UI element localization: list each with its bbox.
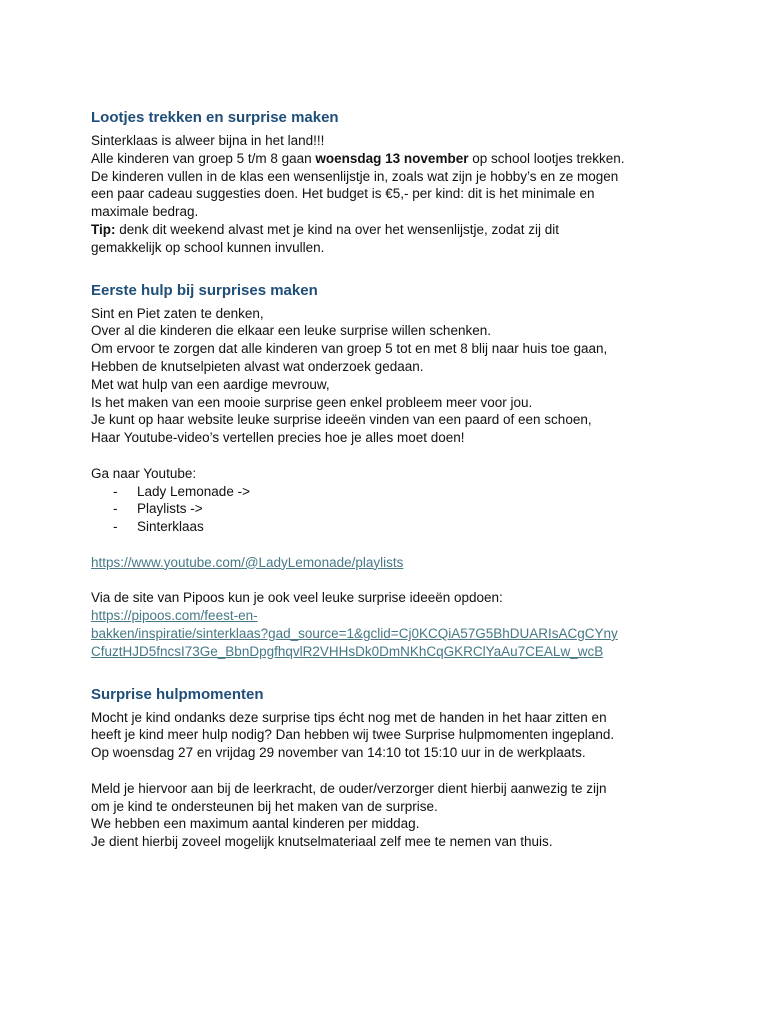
- line-text: Alle kinderen van groep 5 t/m 8 gaan: [91, 150, 316, 166]
- section-title-eerste-hulp: Eerste hulp bij surprises maken: [91, 281, 318, 299]
- poem-line: Hebben de knutselpieten alvast wat onderzoek gedaan.: [91, 358, 424, 374]
- paragraph-line: een paar cadeau suggesties doen. Het budget is €5,- per kind: dit is het minimale en: [91, 186, 595, 202]
- youtube-steps-list: [91, 483, 728, 536]
- poem-line: Is het maken van een mooie surprise geen enkel probleem meer voor jou.: [91, 394, 533, 410]
- pipoos-link-line[interactable]: CfuztHJD5fncsI73Ge_BbnDpgfhqvlR2VHHsDk0DmNKhCqGKRClYaAu7CEALw_wcB: [91, 643, 604, 659]
- paragraph-line: De kinderen vullen in de klas een wensenlijstje in, zoals wat zijn je hobby’s en ze mogen: [91, 168, 619, 184]
- paragraph-line: om je kind te ondersteunen bij het maken van de surprise.: [91, 798, 438, 814]
- list-item: [91, 483, 728, 501]
- paragraph-line: Meld je hiervoor aan bij de leerkracht, de ouder/verzorger dient hierbij aanwezig te zijn: [91, 780, 607, 796]
- pipoos-link-line[interactable]: bakken/inspiratie/sinterklaas?gad_source=1&gclid=Cj0KCQiA57G5BhDUARIsACgCYny: [91, 625, 618, 641]
- list-item: [91, 500, 728, 518]
- poem: [91, 305, 728, 447]
- blank-line: [91, 447, 728, 465]
- paragraph-line: Mocht je kind ondanks deze surprise tips écht nog met de handen in het haar zitten en: [91, 709, 607, 725]
- list-item-text: Sinterklaas: [137, 519, 204, 535]
- poem-line: Over al die kinderen die elkaar een leuke surprise willen schenken.: [91, 323, 491, 339]
- blank-line: [91, 536, 728, 554]
- section-spacer: [91, 257, 728, 281]
- poem-line: Je kunt op haar website leuke surprise ideeën vinden van een paard of een schoen,: [91, 412, 592, 428]
- pipoos-link-line[interactable]: https://pipoos.com/feest-en-: [91, 608, 258, 624]
- paragraph-line: maximale bedrag.: [91, 204, 199, 220]
- list-dash: -: [113, 519, 118, 535]
- date-highlight: woensdag 13 november: [315, 150, 469, 166]
- poem-line: Sint en Piet zaten te denken,: [91, 305, 264, 321]
- paragraph-line: Je dient hierbij zoveel mogelijk knutselmateriaal zelf mee te nemen van thuis.: [91, 834, 553, 850]
- youtube-link[interactable]: https://www.youtube.com/@LadyLemonade/playlists: [91, 554, 404, 570]
- list-dash: -: [113, 483, 118, 499]
- blank-line: [91, 762, 728, 780]
- paragraph-line: [91, 150, 728, 168]
- blank-line: [91, 572, 728, 590]
- paragraph-line: [91, 221, 728, 239]
- poem-line: Haar Youtube-video’s vertellen precies hoe je alles moet doen!: [91, 430, 465, 446]
- list-dash: -: [113, 501, 118, 517]
- paragraph-line: heeft je kind meer hulp nodig? Dan hebben wij twee Surprise hulpmomenten ingepland.: [91, 727, 615, 743]
- section-spacer: [91, 661, 728, 685]
- section-title-lootjes: Lootjes trekken en surprise maken: [91, 109, 339, 126]
- tip-text: denk dit weekend alvast met je kind na over het wensenlijstje, zodat zij dit: [115, 221, 559, 237]
- section-title-hulpmomenten: Surprise hulpmomenten: [91, 685, 264, 703]
- list-item-text: Lady Lemonade ->: [137, 483, 250, 499]
- list-item: [91, 518, 728, 536]
- tip-label: Tip:: [91, 221, 116, 237]
- paragraph-line: Sinterklaas is alweer bijna in het land!!!: [91, 133, 325, 148]
- paragraph-line: We hebben een maximum aantal kinderen per middag.: [91, 816, 420, 832]
- poem-line: Met wat hulp van een aardige mevrouw,: [91, 376, 330, 392]
- paragraph-line: Op woensdag 27 en vrijdag 29 november van 14:10 tot 15:10 uur in de werkplaats.: [91, 745, 586, 761]
- paragraph-line: gemakkelijk op school kunnen invullen.: [91, 239, 325, 255]
- list-item-text: Playlists ->: [137, 501, 203, 517]
- line-text: op school lootjes trekken.: [468, 150, 625, 166]
- pipoos-intro: Via de site van Pipoos kun je ook veel leuke surprise ideeën opdoen:: [91, 590, 503, 606]
- pipoos-link[interactable]: [91, 607, 728, 660]
- poem-line: Om ervoor te zorgen dat alle kinderen van groep 5 tot en met 8 blij naar huis toe gaan,: [91, 341, 608, 357]
- youtube-intro: Ga naar Youtube:: [91, 465, 197, 481]
